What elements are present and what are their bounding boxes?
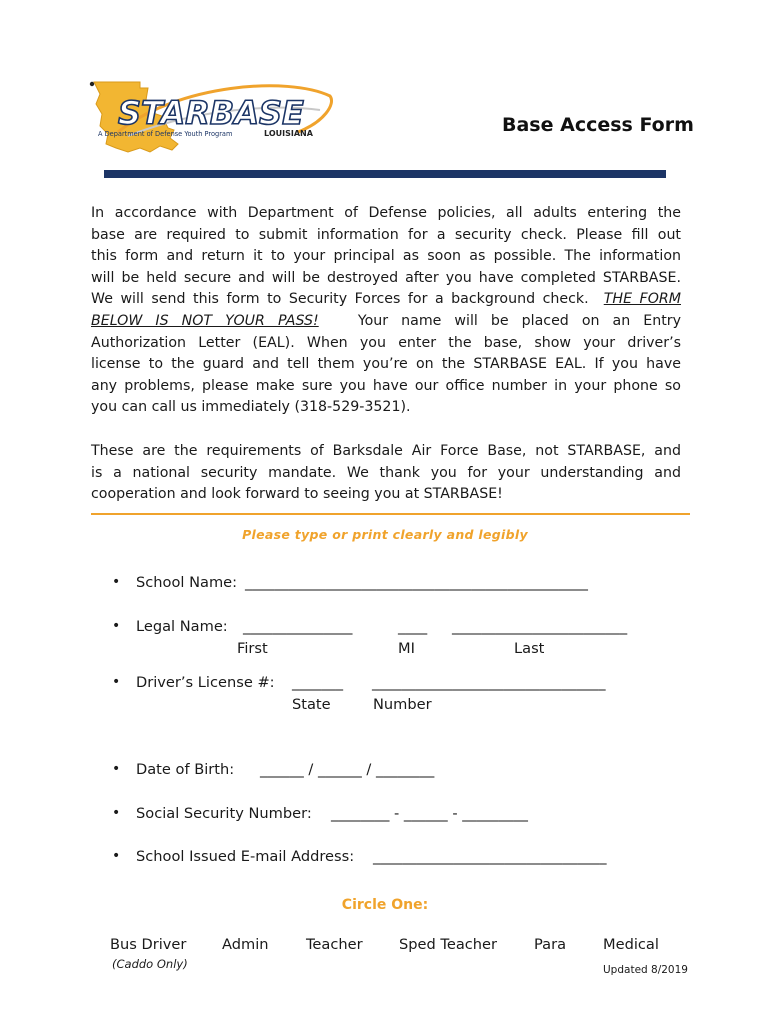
dob-field[interactable]: ______ / ______ / ________ xyxy=(260,761,435,778)
intro-line: BELOW IS NOT YOUR PASS! Your name will be placed on an Entry xyxy=(91,312,682,329)
ssn-label: Social Security Number: xyxy=(136,805,312,822)
middle-initial-field[interactable]: ____ xyxy=(398,618,428,635)
option-admin[interactable]: Admin xyxy=(222,936,269,953)
fill-instruction: Please type or print clearly and legibly xyxy=(242,527,528,542)
intro-line: Authorization Letter (EAL). When you enter the base, show your driver’s xyxy=(91,334,681,351)
last-name-field[interactable]: ________________________ xyxy=(452,618,628,635)
header-divider xyxy=(104,170,666,178)
first-name-field[interactable]: _______________ xyxy=(243,618,353,635)
circle-one-heading: Circle One: xyxy=(341,897,429,913)
bullet: • xyxy=(112,848,121,864)
option-teacher[interactable]: Teacher xyxy=(306,936,363,953)
email-label: School Issued E-mail Address: xyxy=(136,848,355,865)
section-divider xyxy=(91,513,690,515)
intro-line: you can call us immediately (318-529-3521). xyxy=(91,399,411,416)
email-field[interactable]: ________________________________ xyxy=(373,848,607,865)
intro-line: license to the guard and tell them you’re on the STARBASE EAL. If you have xyxy=(91,356,681,373)
dob-label: Date of Birth: xyxy=(136,761,235,778)
requirements-line: is a national security mandate. We thank you for your understanding and xyxy=(91,464,681,481)
svg-text:LOUISIANA: LOUISIANA xyxy=(264,129,313,138)
emphasis-the-form: THE FORM xyxy=(603,291,681,308)
option-para[interactable]: Para xyxy=(534,936,567,953)
requirements-line: cooperation and look forward to seeing you at STARBASE! xyxy=(91,486,503,503)
intro-line: In accordance with Department of Defense policies, all adults entering the xyxy=(91,205,681,221)
emphasis-not-your-pass: BELOW IS NOT YOUR PASS! xyxy=(91,312,319,329)
last-caption: Last xyxy=(514,640,545,657)
svg-text:STARBASE: STARBASE xyxy=(118,94,304,132)
drivers-license-label: Driver’s License #: xyxy=(136,674,275,691)
bullet: • xyxy=(112,761,121,777)
svg-text:A Department of Defense Youth: A Department of Defense Youth Program xyxy=(98,130,233,138)
license-state-field[interactable]: _______ xyxy=(292,674,344,691)
school-name-field[interactable]: _______________________________________________ xyxy=(245,574,588,591)
updated-date: Updated 8/2019 xyxy=(603,964,688,976)
legal-name-label: Legal Name: xyxy=(136,618,228,635)
intro-line: base are required to submit information for a security check. Please fill out xyxy=(91,226,681,243)
bullet: • xyxy=(112,674,121,690)
page-title: Base Access Form xyxy=(502,114,694,136)
license-number-field[interactable]: ________________________________ xyxy=(372,674,606,691)
intro-line: We will send this form to Security Forces for a background check. THE FORM xyxy=(91,291,681,308)
bullet: • xyxy=(112,618,121,634)
option-sped-teacher[interactable]: Sped Teacher xyxy=(399,936,498,953)
ssn-field[interactable]: ________ - ______ - _________ xyxy=(331,805,528,822)
state-caption: State xyxy=(292,696,331,713)
first-caption: First xyxy=(237,640,268,657)
intro-paragraph xyxy=(91,203,681,419)
mi-caption: MI xyxy=(398,640,415,657)
option-bus-driver[interactable]: Bus Driver xyxy=(110,936,187,953)
number-caption: Number xyxy=(373,696,432,713)
intro-line: will be held secure and will be destroyed after you have completed STARBASE. xyxy=(91,269,681,286)
intro-line: any problems, please make sure you have our office number in your phone so xyxy=(91,377,681,394)
louisiana-logo-icon xyxy=(88,78,338,160)
bullet: • xyxy=(112,805,121,821)
school-name-label: School Name: xyxy=(136,574,238,591)
option-medical[interactable]: Medical xyxy=(603,936,659,953)
intro-line: this form and return it to your principal as soon as possible. The information xyxy=(91,248,681,265)
bullet: • xyxy=(112,574,121,590)
starbase-logo xyxy=(88,78,338,160)
caddo-note: (Caddo Only) xyxy=(112,957,188,971)
requirements-paragraph xyxy=(91,441,681,506)
requirements-line: These are the requirements of Barksdale Air Force Base, not STARBASE, and xyxy=(91,443,681,459)
